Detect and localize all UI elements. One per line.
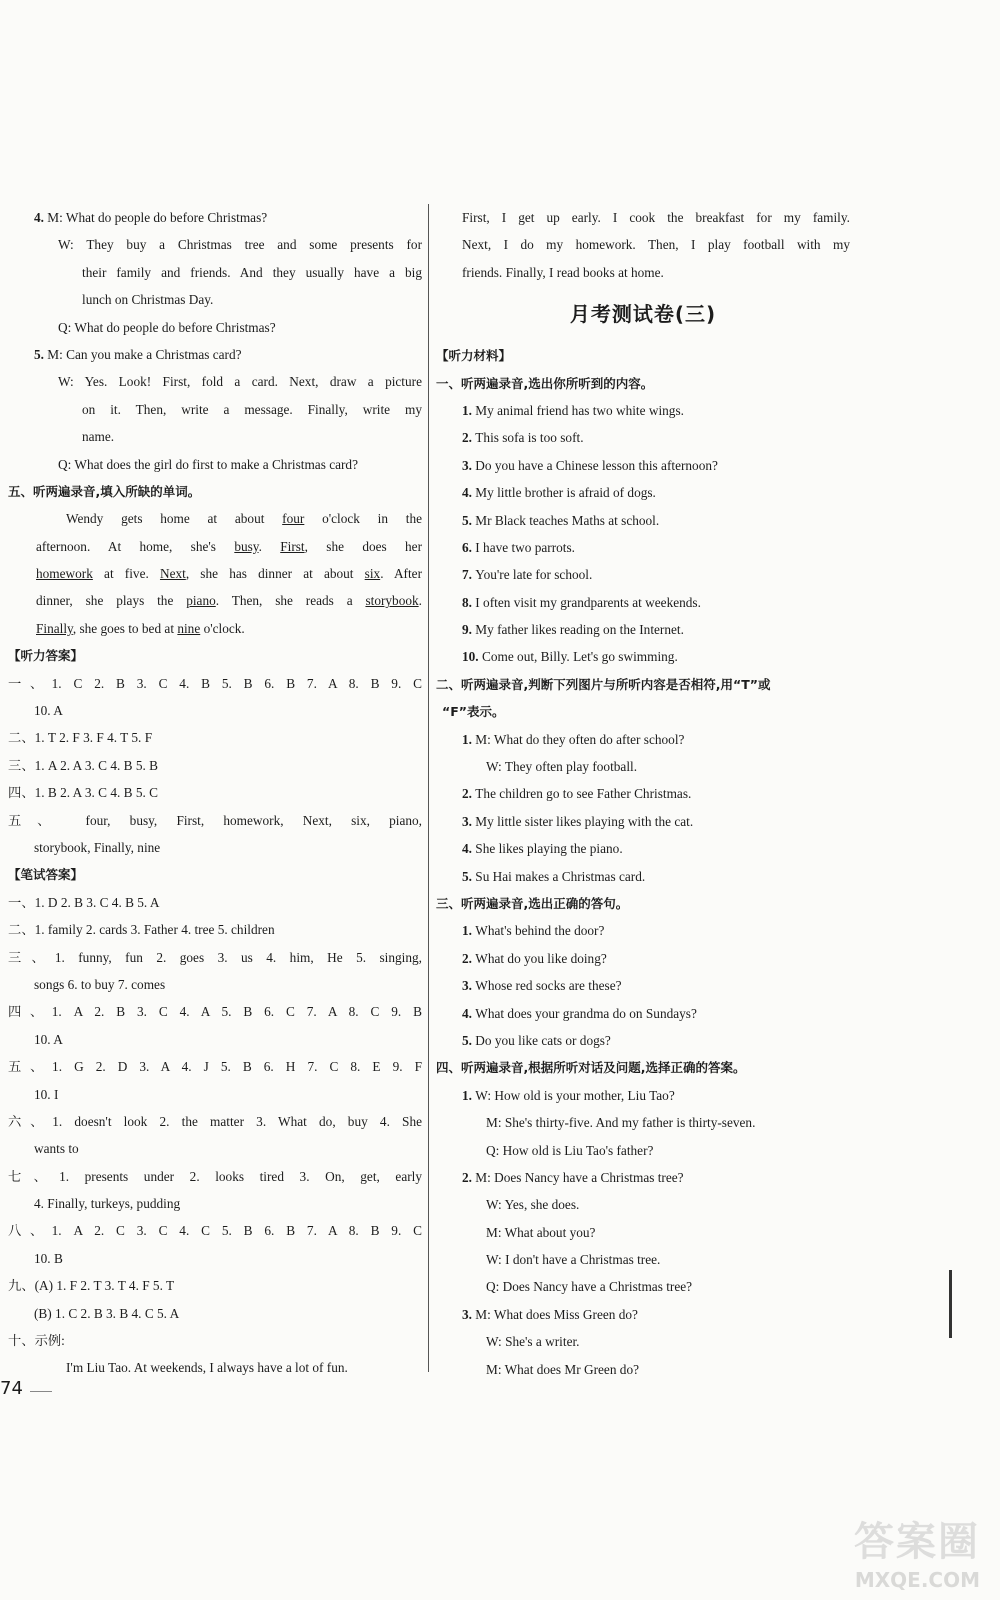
list-item: 4. She likes playing the piano.: [462, 841, 623, 857]
list-item: 4. What does your grandma do on Sundays?: [462, 1005, 697, 1021]
section-heading: 五、听两遍录音,填入所缺的单词。: [8, 483, 201, 499]
answer-line: 4. Finally, turkeys, pudding: [34, 1196, 181, 1212]
dialogue-line: Q: What does the girl do first to make a Christmas card?: [58, 456, 358, 472]
answer-line: 二、1. T 2. F 3. F 4. T 5. F: [8, 730, 153, 746]
listening-answers-heading: 【听力答案】: [8, 648, 84, 664]
passage-line: Wendy gets home at about four o'clock in the: [66, 511, 422, 527]
blank-answer: busy: [234, 538, 259, 554]
blank-answer: nine: [177, 620, 201, 636]
page-number-rule: [30, 1391, 52, 1392]
dialogue-line: name.: [82, 429, 115, 445]
answer-line: 一、1. D 2. B 3. C 4. B 5. A: [8, 894, 160, 910]
watermark-logo: 答案圈: [854, 1519, 980, 1565]
answer-line: 10. I: [34, 1086, 59, 1102]
answer-line: storybook, Finally, nine: [34, 839, 161, 855]
list-item: 3. Do you have a Chinese lesson this afternoon?: [462, 457, 718, 473]
answer-line: 五、1. G 2. D 3. A 4. J 5. B 6. H 7. C 8. E 9. F: [8, 1059, 422, 1075]
dialogue-line: M: What does Mr Green do?: [486, 1361, 640, 1377]
answer-line: 五、 four, busy, First, homework, Next, six, piano,: [8, 812, 422, 828]
list-item: 9. My father likes reading on the Internet.: [462, 622, 684, 638]
scan-edge-mark: [949, 1270, 952, 1338]
answer-line: 一、1. C 2. B 3. C 4. B 5. B 6. B 7. A 8. B 9. C: [8, 675, 422, 691]
list-item: 1. What's behind the door?: [462, 923, 605, 939]
watermark-url: MXQE.COM: [854, 1568, 980, 1592]
answer-line: 六、1. doesn't look 2. the matter 3. What do, buy 4. She: [8, 1113, 422, 1129]
blank-answer: storybook: [365, 593, 419, 609]
answer-line: 八、1. A 2. C 3. C 4. C 5. B 6. B 7. A 8. B 9. C: [8, 1223, 422, 1239]
answer-line: 10. B: [34, 1250, 63, 1266]
answer-line: 四、1. B 2. A 3. C 4. B 5. C: [8, 785, 158, 801]
column-divider: [428, 204, 429, 1372]
section-heading: 四、听两遍录音,根据所听对话及问题,选择正确的答案。: [436, 1060, 746, 1076]
list-item: 5. Do you like cats or dogs?: [462, 1032, 611, 1048]
watermark: [816, 1510, 986, 1594]
section-heading: 二、听两遍录音,判断下列图片与所听内容是否相符,用“T”或: [436, 676, 771, 692]
dialogue-line: 1. M: What do they often do after school?: [462, 731, 685, 747]
list-item: 2. The children go to see Father Christmas.: [462, 786, 692, 802]
blank-answer: piano: [186, 593, 216, 609]
dialogue-line: Q: Does Nancy have a Christmas tree?: [486, 1279, 693, 1295]
answer-line: I'm Liu Tao. At weekends, I always have a lot of fun.: [66, 1360, 348, 1376]
left-column: [8, 204, 422, 1382]
dialogue-line: Q: How old is Liu Tao's father?: [486, 1142, 654, 1158]
answer-line: 四、1. A 2. B 3. C 4. A 5. B 6. C 7. A 8. C 9. B: [8, 1004, 422, 1020]
list-item: 3. Whose red socks are these?: [462, 978, 622, 994]
answer-line: 十、示例:: [8, 1333, 65, 1349]
list-item: 5. Su Hai makes a Christmas card.: [462, 868, 646, 884]
dialogue-line: Q: What do people do before Christmas?: [58, 319, 276, 335]
list-item: 7. You're late for school.: [462, 567, 593, 583]
list-item: 5. Mr Black teaches Maths at school.: [462, 512, 660, 528]
answer-line: wants to: [34, 1141, 79, 1157]
listening-material-heading: 【听力材料】: [436, 348, 512, 364]
answer-line: 10. A: [34, 703, 63, 719]
written-answers-heading: 【笔试答案】: [8, 867, 84, 883]
right-column: [436, 204, 850, 1383]
passage-line: Next, I do my homework. Then, I play football with my: [462, 237, 850, 253]
dialogue-line: 3. M: What does Miss Green do?: [462, 1306, 638, 1322]
dialogue-line: W: Yes, she does.: [486, 1197, 580, 1213]
answer-line: 七、1. presents under 2. looks tired 3. On, get, early: [8, 1168, 422, 1184]
answer-line: 九、(A) 1. F 2. T 3. T 4. F 5. T: [8, 1278, 175, 1294]
page-number: 74: [0, 1378, 23, 1399]
dialogue-line: 5. M: Can you make a Christmas card?: [34, 346, 242, 362]
dialogue-line: 2. M: Does Nancy have a Christmas tree?: [462, 1169, 684, 1185]
passage-line: First, I get up early. I cook the breakfast for my family.: [462, 210, 850, 225]
list-item: 2. This sofa is too soft.: [462, 430, 584, 446]
answer-line: songs 6. to buy 7. comes: [34, 976, 166, 992]
blank-answer: Finally: [36, 620, 73, 636]
passage-line: homework at five. Next, she has dinner at about six. After: [36, 566, 422, 582]
blank-answer: four: [282, 511, 305, 527]
dialogue-line: W: They buy a Christmas tree and some presents for: [58, 237, 422, 253]
answer-line: 二、1. family 2. cards 3. Father 4. tree 5. children: [8, 922, 275, 938]
list-item: 3. My little sister likes playing with the cat.: [462, 813, 694, 829]
dialogue-line: on it. Then, write a message. Finally, write my: [82, 401, 422, 417]
blank-answer: six: [364, 566, 381, 582]
passage-line: Finally, she goes to bed at nine o'clock.: [36, 620, 245, 636]
dialogue-line: W: She's a writer.: [486, 1334, 580, 1350]
passage-line: dinner, she plays the piano. Then, she reads a storybook.: [36, 593, 422, 609]
dialogue-line: 1. W: How old is your mother, Liu Tao?: [462, 1087, 675, 1103]
dialogue-line: M: What about you?: [486, 1224, 596, 1240]
list-item: 10. Come out, Billy. Let's go swimming.: [462, 649, 678, 665]
list-item: 6. I have two parrots.: [462, 539, 575, 555]
section-heading: 三、听两遍录音,选出正确的答句。: [436, 895, 629, 911]
dialogue-line: W: Yes. Look! First, fold a card. Next, draw a picture: [58, 374, 422, 390]
list-item: 8. I often visit my grandparents at weekends.: [462, 594, 701, 610]
answer-line: 10. A: [34, 1031, 63, 1047]
test-title: 月考测试卷(三): [569, 302, 717, 327]
dialogue-line: W: They often play football.: [486, 759, 638, 775]
blank-answer: homework: [36, 566, 93, 582]
dialogue-line: lunch on Christmas Day.: [82, 292, 214, 308]
dialogue-line: W: I don't have a Christmas tree.: [486, 1252, 661, 1268]
list-item: 2. What do you like doing?: [462, 950, 607, 966]
dialogue-line: their family and friends. And they usually have a big: [82, 264, 422, 280]
section-heading: 一、听两遍录音,选出你所听到的内容。: [436, 375, 654, 391]
section-heading: “F”表示。: [442, 704, 505, 720]
blank-answer: Next: [159, 566, 186, 582]
dialogue-line: 4. M: What do people do before Christmas?: [34, 210, 268, 225]
answer-line: 三、1. A 2. A 3. C 4. B 5. B: [8, 757, 158, 773]
passage-line: afternoon. At home, she's busy. First, she does her: [36, 538, 422, 554]
answer-line: 三、1. funny, fun 2. goes 3. us 4. him, He 5. singing,: [8, 949, 422, 965]
list-item: 1. My animal friend has two white wings.: [462, 402, 684, 418]
passage-line: friends. Finally, I read books at home.: [462, 264, 664, 280]
blank-answer: First: [280, 538, 305, 554]
answer-line: (B) 1. C 2. B 3. B 4. C 5. A: [34, 1305, 180, 1321]
dialogue-line: M: She's thirty-five. And my father is thirty-seven.: [486, 1115, 756, 1131]
list-item: 4. My little brother is afraid of dogs.: [462, 485, 656, 501]
